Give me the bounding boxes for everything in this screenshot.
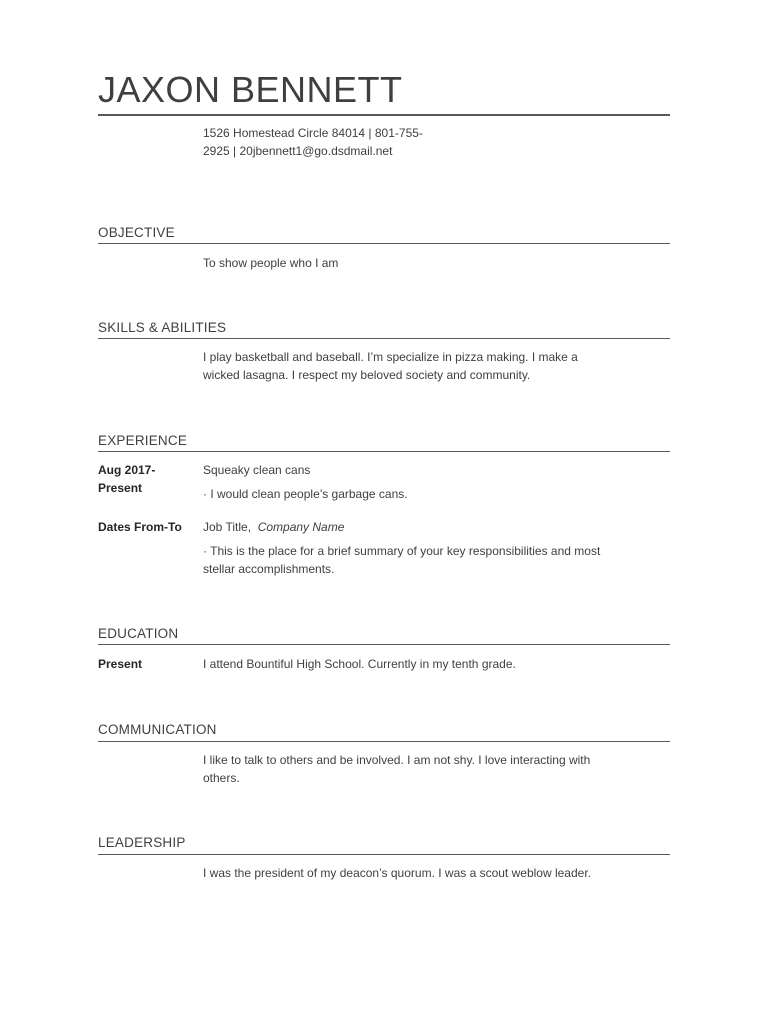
job-date-line: Present	[98, 481, 143, 495]
communication-text	[203, 751, 633, 787]
resume-name: JAXON BENNETT	[98, 69, 403, 110]
communication-divider	[98, 741, 670, 742]
experience-divider	[98, 451, 670, 452]
job-title: Squeaky clean cans	[203, 463, 311, 477]
job-date	[98, 461, 198, 497]
name-divider	[98, 114, 670, 116]
communication-line: others.	[203, 771, 240, 785]
education-text: I attend Bountiful High School. Currently in my tenth grade.	[203, 657, 516, 671]
skills-line: wicked lasagna. I respect my beloved society and community.	[203, 368, 531, 382]
leadership-text: I was the president of my deacon’s quorum. I was a scout weblow leader.	[203, 866, 591, 880]
skills-heading: SKILLS & ABILITIES	[98, 320, 227, 335]
objective-heading: OBJECTIVE	[98, 225, 175, 240]
job-bullet: · I would clean people’s garbage cans.	[203, 487, 408, 501]
contact-line: 2925 | 20jbennett1@go.dsdmail.net	[203, 144, 393, 158]
communication-heading: COMMUNICATION	[98, 722, 217, 737]
company-name: Company Name	[257, 520, 345, 534]
job-date: Dates From-To	[98, 520, 182, 534]
leadership-heading: LEADERSHIP	[98, 835, 186, 850]
experience-heading: EXPERIENCE	[98, 433, 188, 448]
skills-divider	[98, 338, 670, 339]
job-bullet-line: · This is the place for a brief summary of your key responsibilities and most	[203, 544, 601, 558]
job-title	[203, 518, 633, 536]
leadership-divider	[98, 854, 670, 855]
job-bullet	[203, 542, 641, 578]
skills-line: I play basketball and baseball. I’m specialize in pizza making. I make a	[203, 350, 578, 364]
education-divider	[98, 644, 670, 645]
contact-info	[203, 124, 453, 160]
job-date-line: Aug 2017-	[98, 463, 156, 477]
objective-divider	[98, 243, 670, 244]
contact-line: 1526 Homestead Circle 84014 | 801-755-	[203, 126, 423, 140]
communication-line: I like to talk to others and be involved. I am not shy. I love interacting with	[203, 753, 591, 767]
education-date: Present	[98, 657, 143, 671]
skills-text	[203, 348, 633, 384]
education-heading: EDUCATION	[98, 626, 179, 641]
objective-text: To show people who I am	[203, 256, 339, 270]
job-title-text: Job Title,	[203, 520, 252, 534]
job-bullet-line: stellar accomplishments.	[203, 562, 335, 576]
